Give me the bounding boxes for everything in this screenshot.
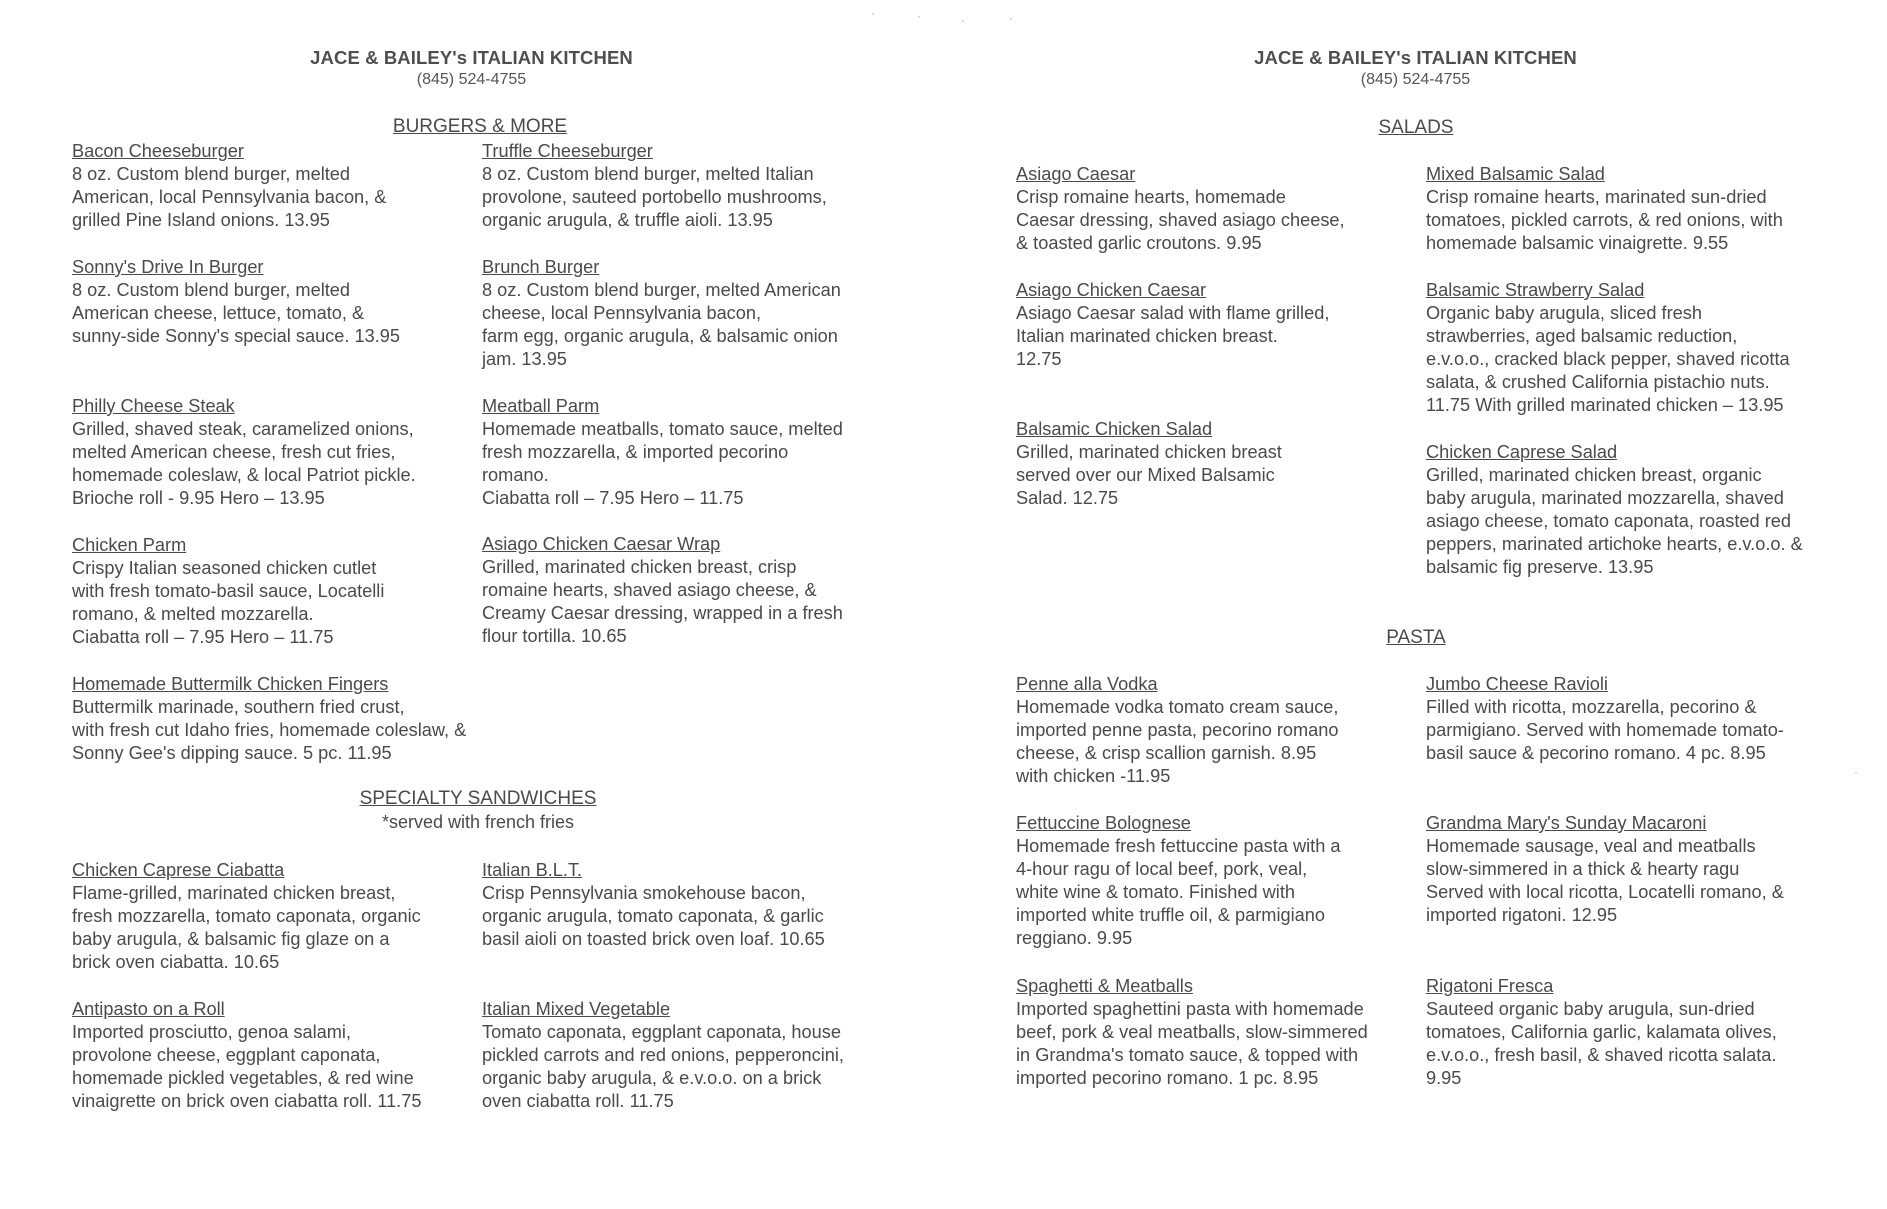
scan-speck (1010, 18, 1012, 20)
item-name: Italian B.L.T. (482, 860, 583, 880)
item-description: Sauteed organic baby arugula, sun-dried tomatoes, California garlic, kalamata olives, e.v.o.o., fresh basil, & shaved ricotta salata. 9.95 (1426, 999, 1777, 1088)
phone-number: (845) 524-4755 (1360, 71, 1471, 88)
item-description: Crispy Italian seasoned chicken cutlet with fresh tomato-basil sauce, Locatelli romano, & melted mozzarella. Ciabatta roll – 7.95 Hero – 11.75 (72, 558, 385, 647)
menu-item (72, 140, 386, 232)
scan-speck (872, 13, 874, 15)
item-description: Imported prosciutto, genoa salami, provolone cheese, eggplant caponata, homemade pickled vegetables, & red wine vinaigrette on brick oven ciabatta roll. 11.75 (72, 1022, 422, 1111)
item-name: Meatball Parm (482, 396, 600, 416)
item-name: Penne alla Vodka (1016, 674, 1158, 694)
item-description: Tomato caponata, eggplant caponata, house pickled carrots and red onions, pepperoncini, organic baby arugula, & e.v.o.o. on a brick oven ciabatta roll. 11.75 (482, 1022, 844, 1111)
item-description: 8 oz. Custom blend burger, melted American, local Pennsylvania bacon, & grilled Pine Island onions. 13.95 (72, 164, 387, 230)
restaurant-name: JACE & BAILEY's ITALIAN KITCHEN (310, 47, 633, 68)
scan-speck (1855, 772, 1857, 774)
item-description: Imported spaghettini pasta with homemade beef, pork & veal meatballs, slow-simmered in Grandma's tomato sauce, & topped with imported pecorino romano. 1 pc. 8.95 (1016, 999, 1368, 1088)
item-name: Antipasto on a Roll (72, 999, 225, 1019)
right-menu-page (944, 0, 1887, 1209)
item-name: Spaghetti & Meatballs (1016, 976, 1193, 996)
item-name: Brunch Burger (482, 257, 600, 277)
menu-item (1016, 673, 1339, 788)
item-description: Asiago Caesar salad with flame grilled, Italian marinated chicken breast. 12.75 (1016, 303, 1330, 369)
menu-item (1426, 673, 1784, 765)
item-description: 8 oz. Custom blend burger, melted American cheese, lettuce, tomato, & sunny-side Sonny's special sauce. 13.95 (72, 280, 401, 346)
item-description: Homemade sausage, veal and meatballs slow-simmered in a thick & hearty ragu Served with local ricotta, Locatelli romano, & imported rigatoni. 12.95 (1426, 836, 1784, 925)
item-description: Crisp romaine hearts, homemade Caesar dressing, shaved asiago cheese, & toasted garlic croutons. 9.95 (1016, 187, 1345, 253)
item-name: Philly Cheese Steak (72, 396, 235, 416)
menu-item (482, 395, 843, 510)
item-description: Buttermilk marinade, southern fried crust, with fresh cut Idaho fries, homemade coleslaw, & Sonny Gee's dipping sauce. 5 pc. 11.95 (72, 697, 467, 763)
menu-item (1426, 279, 1790, 417)
menu-item (482, 140, 827, 232)
item-name: Mixed Balsamic Salad (1426, 164, 1605, 184)
item-name: Jumbo Cheese Ravioli (1426, 674, 1608, 694)
menu-item (1426, 812, 1784, 927)
item-description: Organic baby arugula, sliced fresh strawberries, aged balsamic reduction, e.v.o.o., cracked black pepper, shaved ricotta salata, & crushed California pistachio nuts. 11.75 With grilled marinated chicken – 13.95 (1426, 303, 1790, 415)
item-description: Homemade vodka tomato cream sauce, imported penne pasta, pecorino romano cheese, & crisp scallion garnish. 8.95 with chicken -11.95 (1016, 697, 1339, 786)
item-name: Bacon Cheeseburger (72, 141, 244, 161)
section-title-burgers: BURGERS & MORE (392, 116, 568, 137)
item-description: Grilled, marinated chicken breast, organic baby arugula, marinated mozzarella, shaved asiago cheese, tomato caponata, roasted red peppers, marinated artichoke hearts, e.v.o.o. & balsamic fig preserve. 13.95 (1426, 465, 1803, 577)
scan-speck (962, 20, 964, 22)
item-name: Truffle Cheeseburger (482, 141, 653, 161)
restaurant-name: JACE & BAILEY's ITALIAN KITCHEN (1254, 47, 1577, 68)
scan-speck (918, 16, 920, 18)
item-name: Rigatoni Fresca (1426, 976, 1554, 996)
item-description: Grilled, shaved steak, caramelized onions, melted American cheese, fresh cut fries, homemade coleslaw, & local Patriot pickle. Brioche roll - 9.95 Hero – 13.95 (72, 419, 416, 508)
item-name: Asiago Caesar (1016, 164, 1136, 184)
phone-number: (845) 524-4755 (416, 71, 527, 88)
section-title-pasta: PASTA (1386, 627, 1446, 648)
item-name: Balsamic Chicken Salad (1016, 419, 1213, 439)
menu-item (72, 859, 421, 974)
item-name: Chicken Caprese Ciabatta (72, 860, 285, 880)
item-description: Crisp Pennsylvania smokehouse bacon, organic arugula, tomato caponata, & garlic basil aioli on toasted brick oven loaf. 10.65 (482, 883, 825, 949)
menu-item (482, 256, 841, 371)
section-title-sandwiches: SPECIALTY SANDWICHES (359, 788, 597, 809)
left-menu-page (0, 0, 943, 1209)
item-description: Crisp romaine hearts, marinated sun-dried tomatoes, pickled carrots, & red onions, with homemade balsamic vinaigrette. 9.55 (1426, 187, 1783, 253)
item-description: Grilled, marinated chicken breast, crisp romaine hearts, shaved asiago cheese, & Creamy Caesar dressing, wrapped in a fresh flour tortilla. 10.65 (482, 557, 843, 646)
menu-item (482, 859, 825, 951)
menu-item (1426, 163, 1783, 255)
section-title-salads: SALADS (1378, 117, 1454, 138)
item-description: Grilled, marinated chicken breast served over our Mixed Balsamic Salad. 12.75 (1016, 442, 1282, 508)
menu-item (72, 998, 421, 1113)
menu-item (1426, 975, 1777, 1090)
menu-item (72, 395, 416, 510)
item-name: Grandma Mary's Sunday Macaroni (1426, 813, 1707, 833)
item-description: Homemade fresh fettuccine pasta with a 4-hour ragu of local beef, pork, veal, white wine & tomato. Finished with imported white truffle oil, & parmigiano reggiano. 9.95 (1016, 836, 1341, 948)
item-description: Filled with ricotta, mozzarella, pecorino & parmigiano. Served with homemade tomato- basil sauce & pecorino romano. 4 pc. 8.95 (1426, 697, 1784, 763)
menu-item (1426, 441, 1803, 579)
menu-item (72, 256, 400, 348)
menu-item (1016, 279, 1329, 371)
item-description: 8 oz. Custom blend burger, melted Italian provolone, sauteed portobello mushrooms, organic arugula, & truffle aioli. 13.95 (482, 164, 827, 230)
item-description: Homemade meatballs, tomato sauce, melted fresh mozzarella, & imported pecorino romano. Ciabatta roll – 7.95 Hero – 11.75 (482, 419, 843, 508)
item-name: Asiago Chicken Caesar Wrap (482, 534, 721, 554)
menu-item (482, 998, 844, 1113)
item-name: Chicken Parm (72, 535, 187, 555)
menu-item (1016, 812, 1341, 950)
menu-item (482, 533, 843, 648)
menu-item (1016, 975, 1368, 1090)
sandwiches-note: *served with french fries (381, 812, 575, 832)
item-name: Chicken Caprese Salad (1426, 442, 1618, 462)
menu-item (1016, 163, 1345, 255)
item-name: Italian Mixed Vegetable (482, 999, 671, 1019)
item-name: Fettuccine Bolognese (1016, 813, 1191, 833)
item-name: Sonny's Drive In Burger (72, 257, 264, 277)
item-name: Asiago Chicken Caesar (1016, 280, 1207, 300)
menu-item (72, 673, 466, 765)
menu-item (1016, 418, 1282, 510)
item-name: Homemade Buttermilk Chicken Fingers (72, 674, 389, 694)
menu-item (72, 534, 384, 649)
item-name: Balsamic Strawberry Salad (1426, 280, 1645, 300)
item-description: Flame-grilled, marinated chicken breast, fresh mozzarella, tomato caponata, organic baby arugula, & balsamic fig glaze on a brick oven ciabatta. 10.65 (72, 883, 421, 972)
item-description: 8 oz. Custom blend burger, melted American cheese, local Pennsylvania bacon, farm egg, organic arugula, & balsamic onion jam. 13.95 (482, 280, 841, 369)
